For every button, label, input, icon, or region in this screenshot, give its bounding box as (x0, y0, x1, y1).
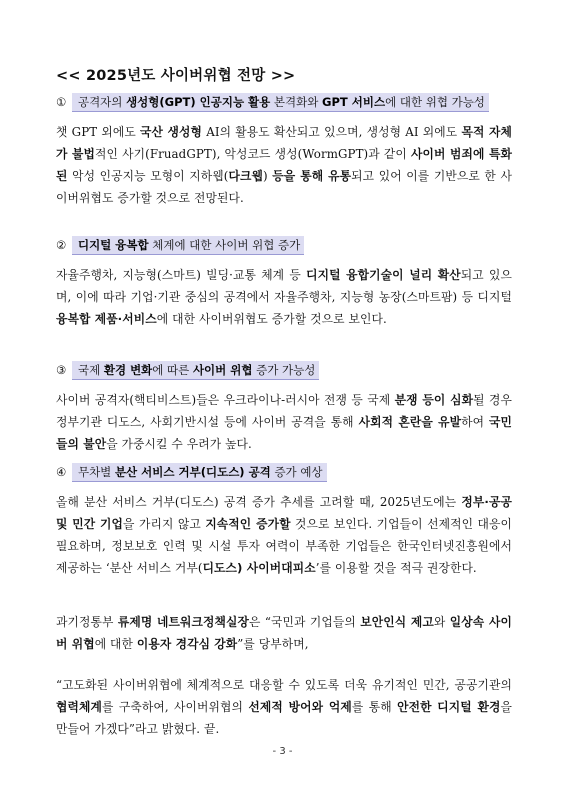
text-run: 공격자의 (74, 95, 127, 109)
section-number: ② (56, 238, 67, 252)
section-heading-text (72, 236, 304, 255)
text-run: 은 “국민과 기업들의 (249, 615, 361, 629)
bold-text-run: 분쟁 등이 심화 (394, 393, 474, 407)
closing-paragraph-2 (56, 674, 512, 740)
text-run: 증가 가능성 (252, 363, 316, 377)
bold-text-run: 생성형(GPT) 인공지능 활용 (126, 95, 271, 109)
section-number: ① (56, 95, 67, 109)
text-run: 되고 있어 이를 기반으로 한 사이버위협도 증가할 것으로 전망된다. (56, 169, 512, 205)
text-run: 적인 사기(FruadGPT), 악성코드 생성(WormGPT)과 같이 (95, 147, 412, 161)
text-run: ”를 당부하며, (237, 637, 309, 651)
bold-text-run: 사이버 위협 (192, 363, 253, 377)
text-run: AI의 활용도 확산되고 있으며, 생성형 AI 외에도 (202, 125, 462, 139)
bold-text-run: 안전한 디지털 환경 (397, 700, 501, 714)
section-number: ③ (56, 363, 67, 377)
bold-text-run: 다크웹 (228, 169, 263, 183)
bold-text-run: 등을 통해 유통 (272, 169, 352, 183)
text-run: 에 따른 (152, 363, 193, 377)
page-number: - 3 - (272, 746, 293, 757)
bold-text-run: 국민들의 불안 (56, 415, 512, 451)
bold-text-run: GPT 서비스 (322, 95, 386, 109)
text-run: 에 대한 (94, 637, 137, 651)
text-run: ) (262, 169, 273, 183)
section-heading-text (72, 463, 326, 482)
bold-text-run: 보안인식 제고 (360, 615, 434, 629)
bold-text-run: 이용자 경각심 강화 (136, 637, 238, 651)
text-run: 될 경우 정부기관 디도스, 사회기반시설 등에 사이버 공격을 통해 (56, 393, 512, 429)
bold-text-run: 지속적인 증가할 (205, 517, 291, 531)
section-number: ④ (56, 465, 67, 479)
text-run: 에 대한 사이버위협도 증가할 것으로 보인다. (156, 312, 387, 326)
section-heading-1 (56, 94, 489, 110)
text-run: 자율주행차, 지능형(스마트) 빌딩·교통 체계 등 (56, 268, 307, 282)
closing-paragraph-1 (56, 611, 512, 655)
section-body-2 (56, 264, 512, 330)
text-run: 을 가중시킬 수 우려가 높다. (106, 437, 252, 451)
bold-text-run: 융복합 제품·서비스 (56, 312, 157, 326)
text-run: 본격화와 (270, 95, 323, 109)
bold-text-run: 분산 서비스 거부(디도스) 공격 (114, 465, 271, 479)
section-heading-2 (56, 237, 304, 253)
bold-text-run: 일상속 사이버 위협 (56, 615, 512, 651)
text-run: 것으로 보인다. 기업들이 선제적인 대응이 필요하며, 정보보호 인력 및 시설 투자 여력이 부족한 기업들은 한국인터넷진흥원에서 제공하는 ‘분산 서비스 거부( (56, 517, 512, 575)
text-run: 를 구축하여, 사이버위협의 (101, 700, 249, 714)
bold-text-run: 환경 변화 (103, 363, 153, 377)
text-run: 챗 GPT 외에도 (56, 125, 141, 139)
text-run: 를 통해 (351, 700, 398, 714)
text-run: 증가 예상 (270, 465, 323, 479)
bold-text-run: 디도스) 사이버대피소 (202, 561, 316, 575)
text-run: 올해 분산 서비스 거부(디도스) 공격 증가 추세를 고려할 때, 2025년도에는 (56, 495, 462, 509)
text-run: 을 만들어 가겠다”라고 밝혔다. 끝. (56, 700, 513, 736)
bold-text-run: 디지털 융합기술이 널리 확산 (306, 268, 461, 282)
bold-text-run: 사회적 혼란을 유발 (358, 415, 462, 429)
bold-text-run: 디지털 융복합 (77, 238, 149, 252)
text-run: “고도화된 사이버위협에 체계적으로 대응할 수 있도록 더욱 유기적인 민간, 공공기관의 (56, 678, 512, 692)
text-run: 악성 인공지능 모형이 지하웹( (67, 169, 229, 183)
bold-text-run: 선제적 방어와 억제 (248, 700, 352, 714)
text-run: 하여 (461, 415, 489, 429)
text-run: 무차별 (74, 465, 115, 479)
section-body-4 (56, 491, 512, 579)
text-run: 와 (433, 615, 450, 629)
text-run: 체계에 대한 사이버 위협 증가 (148, 238, 301, 252)
bold-text-run: 사이버 범죄에 특화된 (56, 147, 512, 183)
page-title: << 2025년도 사이버위협 전망 >> (56, 68, 296, 84)
bold-text-run: 정부·공공 및 민간 기업 (56, 495, 512, 531)
text-run: ’를 이용할 것을 적극 권장한다. (315, 561, 477, 575)
section-heading-4 (56, 464, 327, 480)
text-run: 을 가리지 않고 (123, 517, 206, 531)
section-body-3 (56, 389, 512, 455)
text-run: 사이버 공격자(핵티비스트)들은 우크라이나-러시아 전쟁 등 국제 (56, 393, 395, 407)
text-run: 에 대한 위협 가능성 (385, 95, 485, 109)
bold-text-run: 류제명 네트워크정책실장 (117, 615, 250, 629)
text-run: 되고 있으며, 이에 따라 기업·기관 중심의 공격에서 자율주행차, 지능형 농장(스마트팜) 등 디지털 (56, 268, 512, 304)
section-heading-3 (56, 362, 319, 378)
section-body-1 (56, 121, 512, 209)
text-run: 과기정통부 (56, 615, 118, 629)
section-heading-text (72, 361, 319, 380)
section-heading-text (72, 93, 489, 112)
text-run: 국제 (74, 363, 104, 377)
bold-text-run: 협력체계 (56, 700, 102, 714)
bold-text-run: 목적 자체가 불법 (56, 125, 512, 161)
bold-text-run: 국산 생성형 (140, 125, 203, 139)
